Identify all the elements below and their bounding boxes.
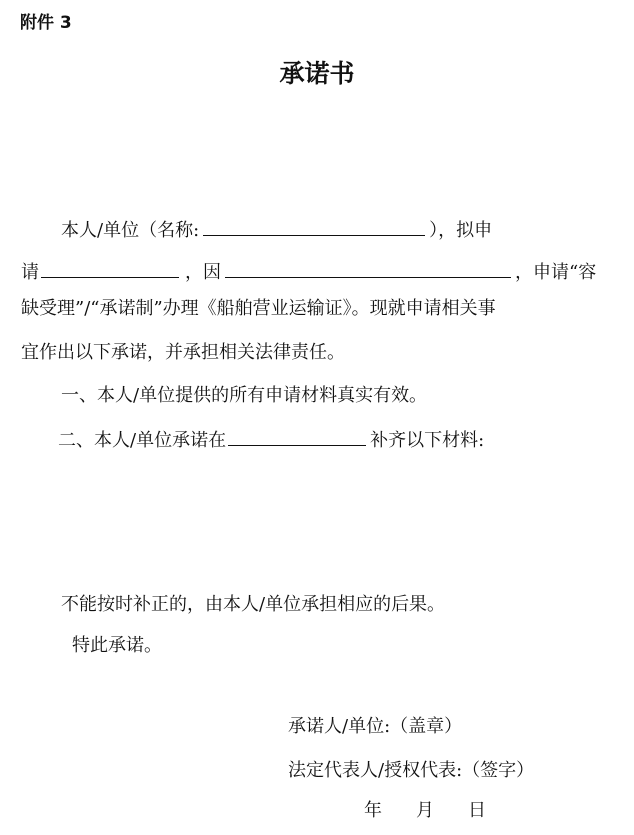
statement-line-1: 本人/单位（名称: ），拟申: [61, 215, 492, 244]
date-month: 月: [416, 800, 434, 821]
name-blank: [203, 215, 425, 236]
application-item-blank: [41, 257, 179, 278]
commitment-item-2: 二、本人/单位承诺在 补齐以下材料:: [58, 425, 484, 454]
date-year: 年: [364, 800, 382, 821]
consequence-text: 不能按时补正的，由本人/单位承担相应的后果。: [61, 594, 446, 615]
document-title: 承诺书: [279, 59, 355, 88]
statement-line-2: 请 ，因 ，申请“容: [21, 257, 596, 286]
committer-signature-label: 承诺人/单位:（盖章）: [288, 716, 463, 737]
statement-line-3: 缺受理”/“承诺制”办理《船舶营业运输证》。现就申请相关事: [21, 298, 496, 319]
commitment-item-1: 一、本人/单位提供的所有申请材料真实有效。: [61, 385, 428, 406]
statement-line-4: 宜作出以下承诺，并承担相关法律责任。: [21, 342, 345, 363]
deadline-blank: [228, 425, 366, 446]
reason-blank: [225, 257, 511, 278]
special-commitment: 特此承诺。: [72, 635, 162, 656]
representative-signature-label: 法定代表人/授权代表:（签字）: [288, 760, 535, 781]
attachment-label: 附件 3: [20, 13, 72, 33]
date-day: 日: [468, 800, 486, 821]
date-line: [364, 798, 486, 824]
